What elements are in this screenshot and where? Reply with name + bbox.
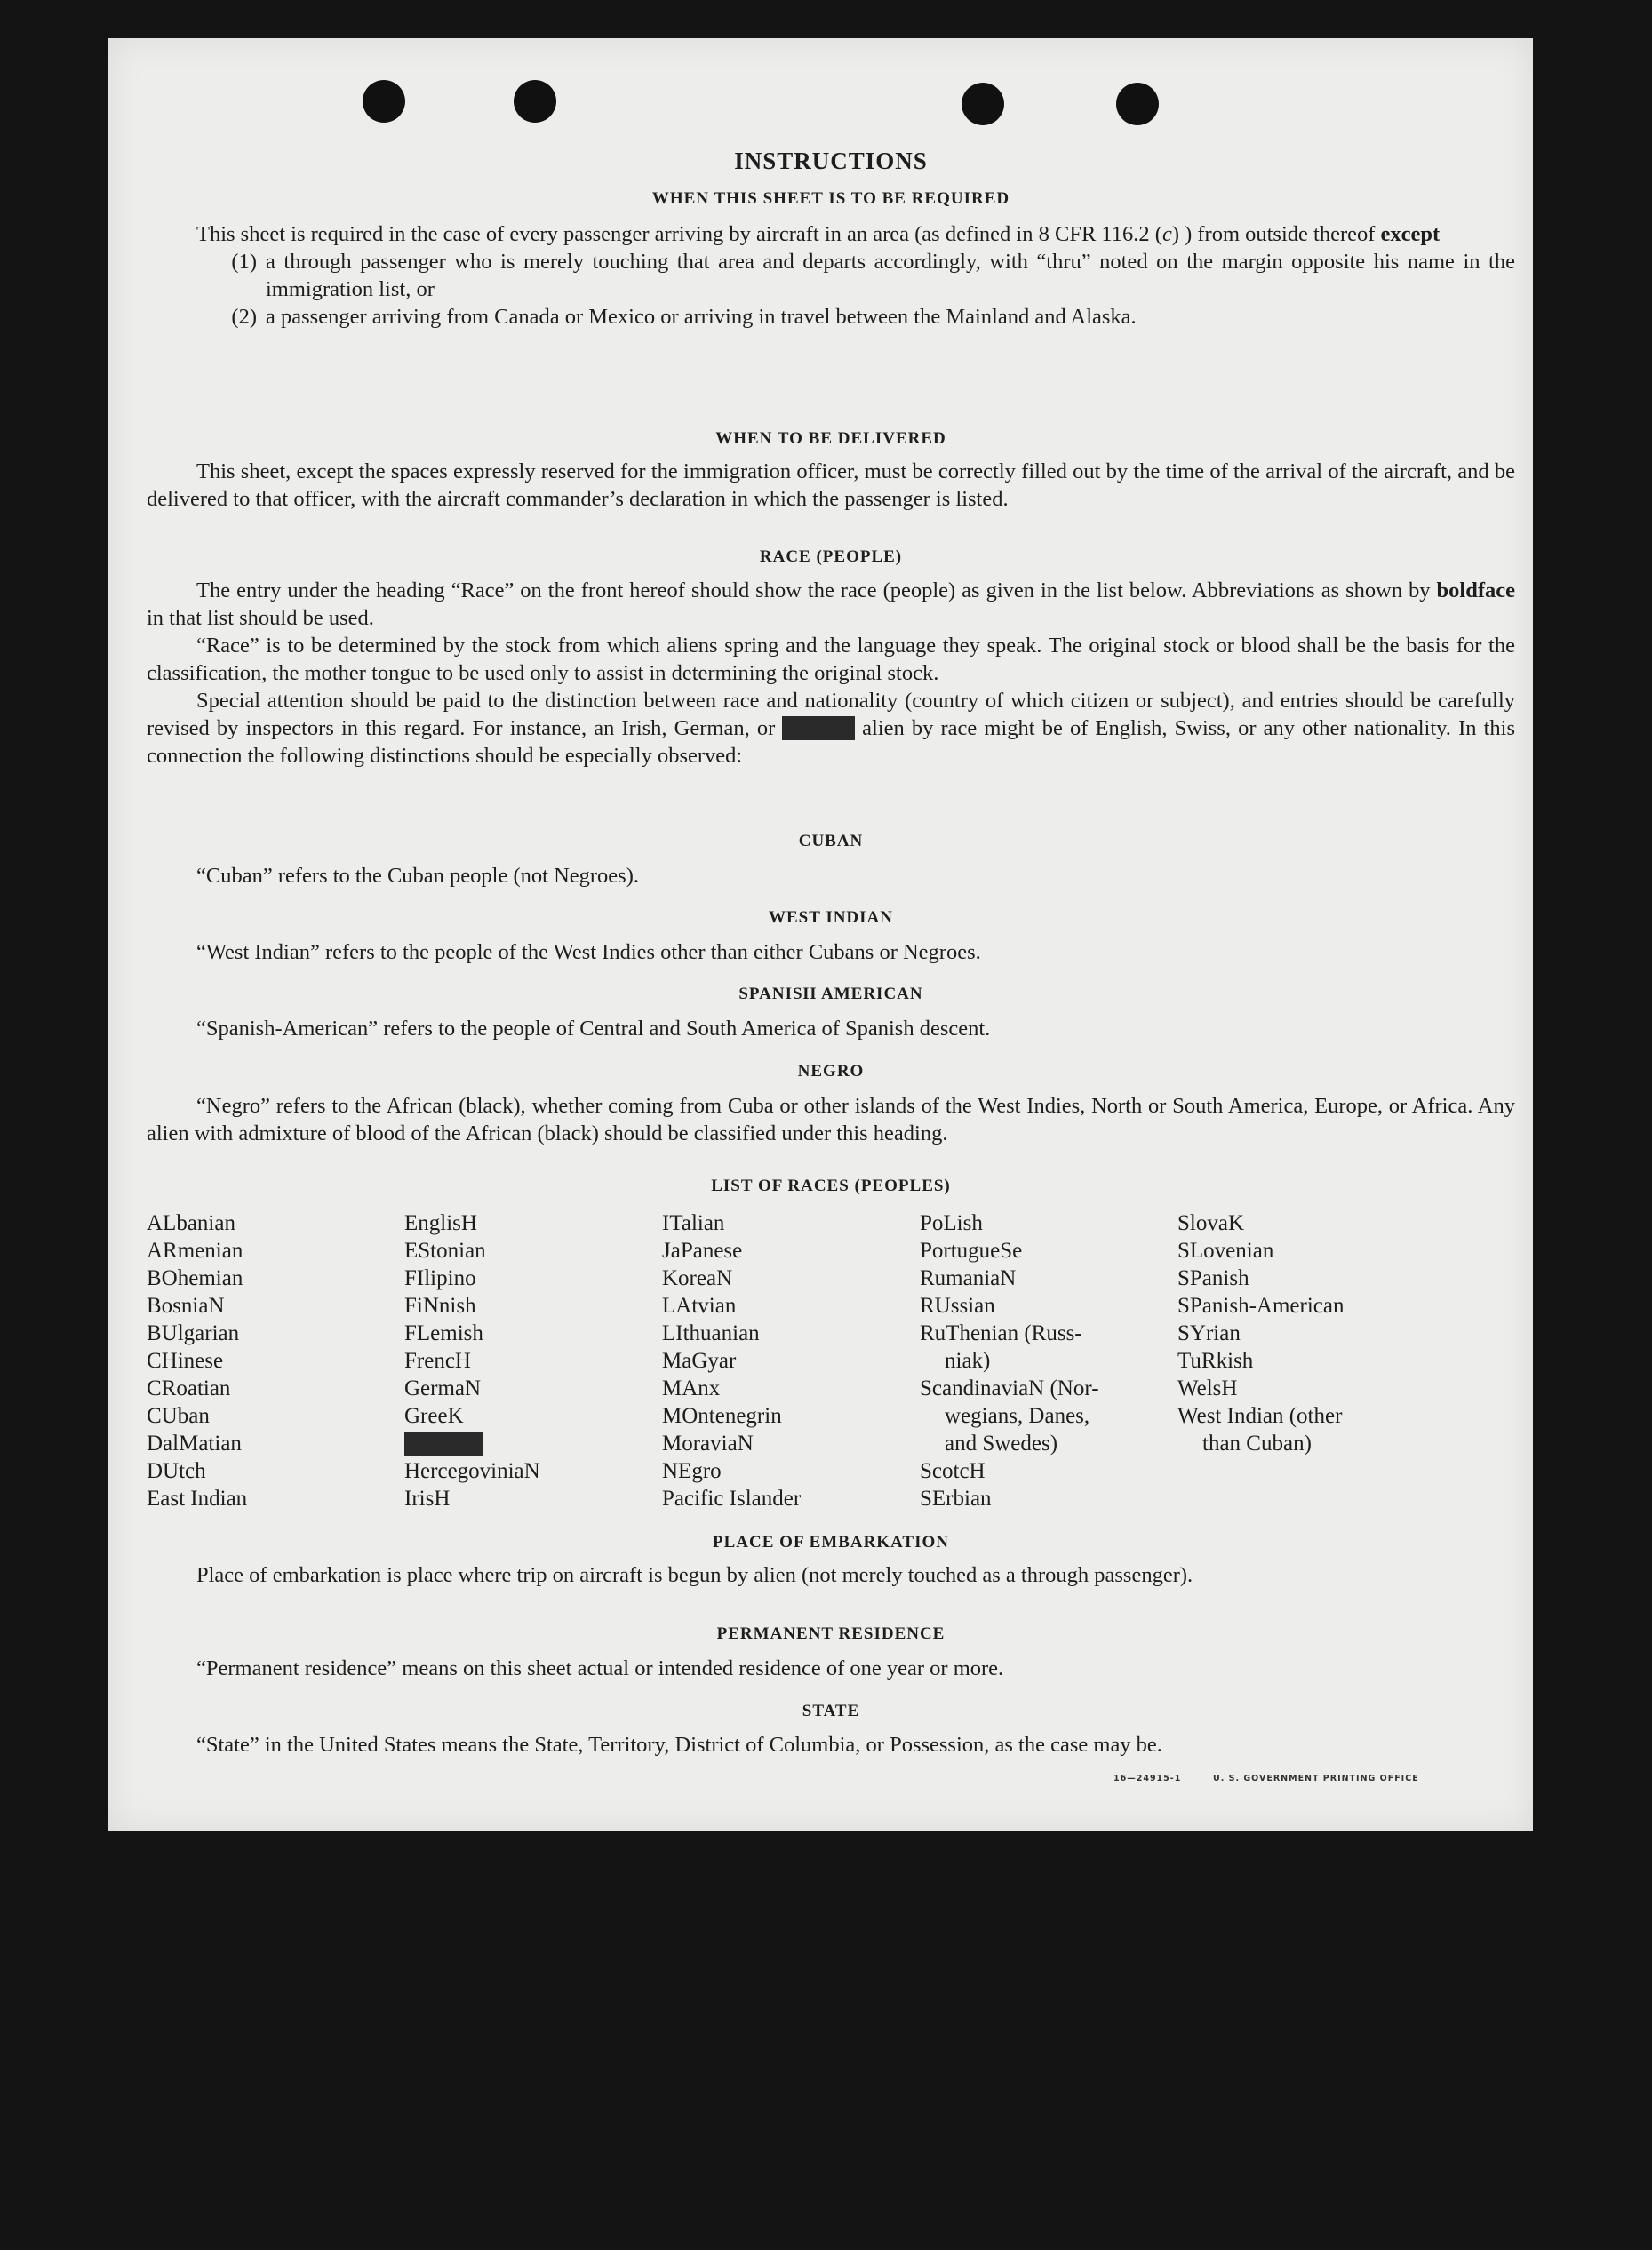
race-item: BUlgarian — [147, 1321, 240, 1345]
punch-hole — [363, 80, 405, 123]
section-heading-when-required: WHEN THIS SHEET IS TO BE REQUIRED — [651, 189, 1010, 208]
races-column-1 — [147, 1209, 247, 1512]
race-item: ScandinaviaN (Nor- — [920, 1376, 1099, 1400]
race-item: EStonian — [404, 1239, 486, 1263]
race-item: SLovenian — [1177, 1239, 1274, 1263]
race-item: SYrian — [1177, 1321, 1241, 1345]
races-column-2 — [404, 1209, 540, 1512]
form-number: 16—24915-1 — [1113, 1774, 1182, 1783]
text: Special attention should be paid to the distinction between race and nationality (country of which citizen or subject), and entries should be carefully revised by inspectors in this regard. For instance, an Irish, German, or — [147, 689, 1515, 740]
race-item — [404, 1430, 540, 1457]
race-item: BosniaN — [147, 1294, 225, 1318]
race-item: FLemish — [404, 1321, 483, 1345]
race-item: East Indian — [147, 1487, 248, 1511]
punch-hole — [962, 83, 1004, 125]
race-item: IrisH — [404, 1487, 451, 1511]
race-item: than Cuban) — [1202, 1432, 1312, 1456]
paragraph-west-indian: “West Indian” refers to the people of the West Indies other than either Cubans or Negroes. — [196, 940, 981, 964]
section-heading-negro: NEGRO — [797, 1062, 865, 1081]
punch-hole — [514, 80, 556, 123]
race-item: SlovaK — [1177, 1211, 1244, 1235]
paragraph-embarkation: Place of embarkation is place where trip on aircraft is begun by alien (not merely touched as a through passenger). — [196, 1563, 1193, 1587]
text: except — [1380, 222, 1441, 246]
section-heading-state: STATE — [802, 1702, 860, 1720]
race-item: EnglisH — [404, 1211, 477, 1235]
section-heading-spanish-american: SPANISH AMERICAN — [738, 985, 923, 1003]
race-item: PortugueSe — [920, 1239, 1023, 1263]
race-item: ScotcH — [920, 1459, 986, 1483]
race-item: HercegoviniaN — [404, 1459, 540, 1483]
race-item: RUssian — [920, 1294, 995, 1318]
punch-hole — [1116, 83, 1159, 125]
race-item: LIthuanian — [662, 1321, 760, 1345]
races-column-5 — [1177, 1209, 1344, 1457]
race-item: FIlipino — [404, 1266, 476, 1290]
paragraph-negro: “Negro” refers to the African (black), whether coming from Cuba or other islands of the West Indies, North or South America, Europe, or Africa. Any alien with admixture of blood of the African (black) should be classified under this heading. — [147, 1094, 1515, 1145]
race-item: SErbian — [920, 1487, 992, 1511]
paragraph-race-3 — [147, 687, 1515, 770]
race-item: GreeK — [404, 1404, 464, 1428]
race-item: ITalian — [662, 1211, 725, 1235]
race-item: TuRkish — [1177, 1349, 1254, 1373]
race-item: and Swedes) — [945, 1432, 1058, 1456]
document-page — [108, 38, 1533, 1831]
section-heading-embarkation: PLACE OF EMBARKATION — [713, 1533, 949, 1552]
paragraph-race-1 — [147, 577, 1515, 632]
race-item: SPanish-American — [1177, 1294, 1345, 1318]
section-heading-when-delivered: WHEN TO BE DELIVERED — [715, 429, 946, 448]
race-item: MoraviaN — [662, 1432, 754, 1456]
race-item: FiNnish — [404, 1294, 476, 1318]
race-item: Pacific Islander — [662, 1487, 802, 1511]
section-heading-west-indian: WEST INDIAN — [769, 908, 893, 927]
paragraph-delivered: This sheet, except the spaces expressly reserved for the immigration officer, must be correctly filled out by the time of the arrival of the aircraft, and be delivered to that officer, with the aircraft commander’s declaration in which the passenger is listed. — [147, 459, 1515, 511]
text: c — [1161, 222, 1172, 246]
race-item: LAtvian — [662, 1294, 737, 1318]
section-heading-residence: PERMANENT RESIDENCE — [716, 1624, 946, 1643]
race-item: SPanish — [1177, 1266, 1249, 1290]
text: The entry under the heading “Race” on the front hereof should show the race (people) as given in the list below. Abbreviations as shown by — [196, 578, 1437, 602]
race-item: CUban — [147, 1404, 210, 1428]
section-race — [147, 577, 1515, 770]
text: This sheet is required in the case of every passenger arriving by aircraft in an area (as defined in 8 CFR 116.2 ( — [196, 222, 1162, 246]
section-heading-cuban: CUBAN — [798, 832, 864, 850]
printer-imprint: U. S. GOVERNMENT PRINTING OFFICE — [1213, 1774, 1419, 1783]
text: in that list should be used. — [147, 606, 374, 630]
text: ) ) from outside thereof — [1171, 222, 1381, 246]
race-item: RuThenian (Russ- — [920, 1321, 1082, 1345]
paragraph-residence: “Permanent residence” means on this sheet actual or intended residence of one year or more. — [196, 1656, 1004, 1680]
race-item: JaPanese — [662, 1239, 743, 1263]
race-item: FrencH — [404, 1349, 471, 1373]
race-item: ARmenian — [147, 1239, 243, 1263]
item-text: a passenger arriving from Canada or Mexico or arriving in travel between the Mainland and Alaska. — [266, 305, 1137, 329]
struck-text: Hebrew — [784, 716, 853, 740]
race-item: MAnx — [662, 1376, 721, 1400]
section-heading-race: RACE (PEOPLE) — [759, 547, 903, 566]
text: alien by race might be of English, Swiss, or any other nationality. In this connection the following distinctions should be especially observed: — [147, 716, 1516, 768]
race-item: NEgro — [662, 1459, 722, 1483]
race-item: DUtch — [147, 1459, 206, 1483]
page-title: INSTRUCTIONS — [734, 148, 928, 174]
race-item: CHinese — [147, 1349, 224, 1373]
race-item: WelsH — [1177, 1376, 1238, 1400]
list-item — [147, 303, 1515, 331]
race-item: RumaniaN — [920, 1266, 1017, 1290]
section-when-required — [147, 220, 1515, 331]
race-item: KoreaN — [662, 1266, 733, 1290]
race-item: GermaN — [404, 1376, 482, 1400]
race-item: niak) — [945, 1349, 991, 1373]
paragraph-cuban: “Cuban” refers to the Cuban people (not Negroes). — [196, 864, 639, 888]
section-heading-list-of-races: LIST OF RACES (PEOPLES) — [711, 1177, 951, 1195]
race-item: PoLish — [920, 1211, 983, 1235]
race-item: wegians, Danes, — [945, 1404, 1090, 1428]
struck-race-item: HebreW — [406, 1432, 482, 1456]
item-number: (1) — [231, 250, 257, 274]
paragraph-spanish-american: “Spanish-American” refers to the people of Central and South America of Spanish descent. — [196, 1017, 991, 1041]
race-item: MaGyar — [662, 1349, 737, 1373]
races-column-3 — [662, 1209, 801, 1512]
race-item: BOhemian — [147, 1266, 243, 1290]
paragraph-state: “State” in the United States means the State, Territory, District of Columbia, or Possession, as the case may be. — [196, 1733, 1162, 1757]
item-number: (2) — [231, 305, 257, 329]
race-item: West Indian (other — [1177, 1404, 1343, 1428]
race-item: ALbanian — [147, 1211, 235, 1235]
race-item: DalMatian — [147, 1432, 242, 1456]
item-text: a through passenger who is merely touching that area and departs accordingly, with “thru” noted on the margin opposite his name in the immigration list, or — [266, 250, 1515, 301]
races-column-4 — [920, 1209, 1099, 1512]
text: boldface — [1436, 578, 1515, 602]
list-item — [147, 248, 1515, 303]
paragraph-required — [147, 220, 1515, 248]
race-item: MOntenegrin — [662, 1404, 782, 1428]
paragraph-race-2: “Race” is to be determined by the stock from which aliens spring and the language they speak. The original stock or blood shall be the basis for the classification, the mother tongue to be used only to assist in determining the original stock. — [147, 634, 1515, 685]
race-item: CRoatian — [147, 1376, 231, 1400]
